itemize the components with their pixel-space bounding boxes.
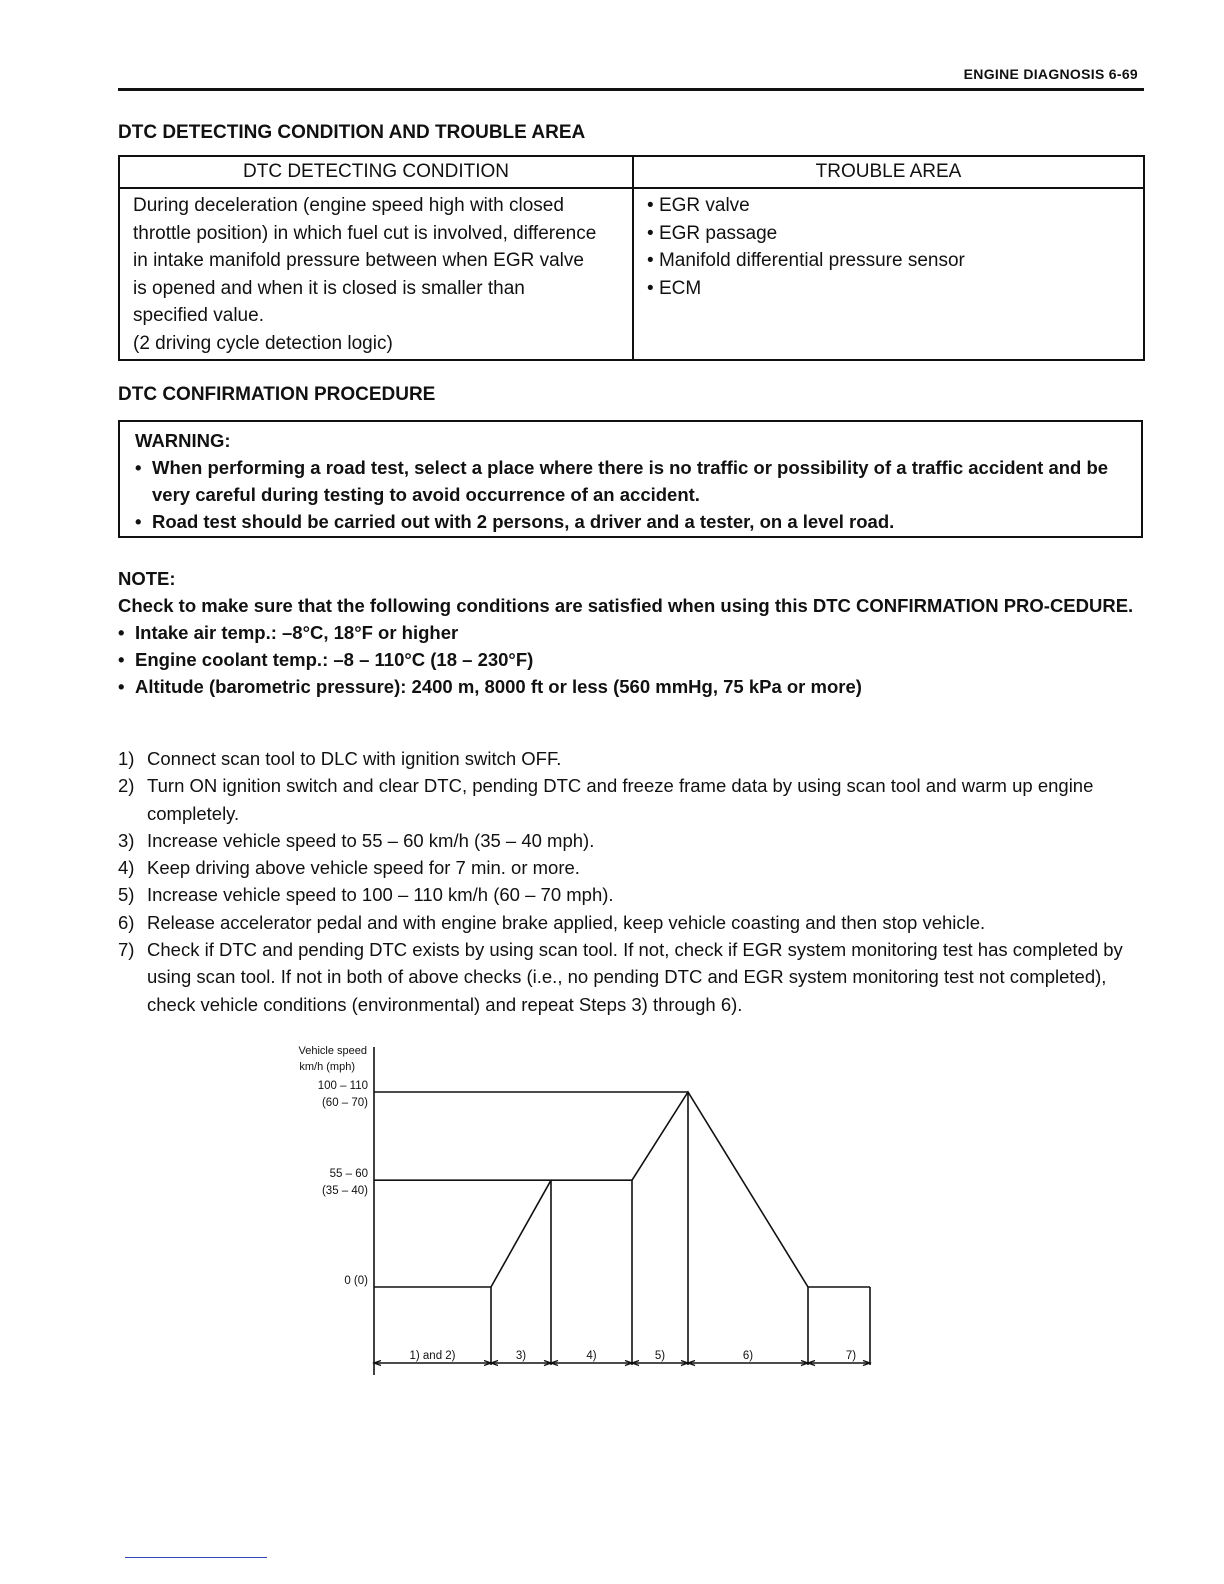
note-block bbox=[118, 565, 1148, 700]
y-tick-label: (35 – 40) bbox=[321, 1185, 368, 1198]
step-item: 2) Turn ON ignition switch and clear DTC, pending DTC and freeze frame data by using scan tool and warm up engine completely. bbox=[118, 775, 1094, 824]
trouble-item: • EGR passage bbox=[647, 222, 778, 244]
condition-line: (2 driving cycle detection logic) bbox=[133, 332, 393, 354]
warning-item: • Road test should be carried out with 2 persons, a driver and a tester, on a level road. bbox=[135, 508, 1133, 535]
y-tick-label: 55 – 60 bbox=[329, 1168, 368, 1181]
procedure-steps bbox=[118, 745, 1148, 1018]
step-item: 5) Increase vehicle speed to 100 – 110 km/h (60 – 70 mph). bbox=[118, 884, 614, 906]
condition-cell bbox=[119, 188, 633, 360]
warning-title: WARNING: bbox=[135, 430, 231, 451]
y-axis-unit: km/h (mph) bbox=[299, 1061, 355, 1073]
note-title: NOTE: bbox=[118, 568, 176, 589]
step-item: 1) Connect scan tool to DLC with ignition switch OFF. bbox=[118, 748, 562, 769]
y-tick-label: 100 – 110 bbox=[317, 1080, 368, 1092]
condition-line: specified value. bbox=[133, 305, 264, 326]
speed-profile-line bbox=[374, 1092, 870, 1287]
condition-line: throttle position) in which fuel cut is involved, difference bbox=[133, 222, 597, 244]
trouble-item: • ECM bbox=[647, 277, 702, 299]
header-text: ENGINE DIAGNOSIS 6-69 bbox=[963, 66, 1138, 82]
condition-line: in intake manifold pressure between when EGR valve bbox=[133, 250, 584, 271]
condition-line: During deceleration (engine speed high with closed bbox=[133, 195, 564, 216]
note-item: • Altitude (barometric pressure): 2400 m, 8000 ft or less (560 mmHg, 75 kPa or more) bbox=[118, 673, 1148, 700]
phase-label: 4) bbox=[586, 1350, 597, 1362]
phase-label: 7) bbox=[845, 1350, 857, 1362]
step-item: 4) Keep driving above vehicle speed for 7 min. or more. bbox=[118, 857, 580, 879]
phase-label: 6) bbox=[742, 1350, 754, 1362]
footer-line bbox=[125, 1557, 267, 1558]
phase-label: 5) bbox=[654, 1350, 666, 1362]
dtc-table bbox=[118, 155, 1145, 361]
step-item: 7) Check if DTC and pending DTC exists by using scan tool. If not, check if EGR system monitoring test has completed by using scan tool. If not in both of above checks (i.e., no pending DTC and EGR system monitoring test not completed), check vehicle conditions (environmental) and repeat Steps 3) through 6). bbox=[118, 939, 1123, 1015]
trouble-item: • EGR valve bbox=[647, 195, 750, 216]
col-header-condition: DTC DETECTING CONDITION bbox=[119, 156, 633, 188]
vehicle-speed-chart bbox=[270, 1035, 890, 1380]
col-header-trouble: TROUBLE AREA bbox=[633, 156, 1144, 188]
phase-label: 1) and 2) bbox=[409, 1350, 456, 1362]
note-intro: Check to make sure that the following conditions are satisfied when using this DTC CONFIRMATION PRO-CEDURE. bbox=[118, 595, 1134, 616]
trouble-item: • Manifold differential pressure sensor bbox=[647, 250, 965, 271]
phase-label: 3) bbox=[515, 1350, 527, 1362]
y-tick-label: 0 (0) bbox=[344, 1275, 368, 1287]
y-axis-label: Vehicle speed bbox=[298, 1045, 367, 1057]
note-item: • Engine coolant temp.: –8 – 110°C (18 – 230°F) bbox=[118, 646, 1148, 673]
step-item: 3) Increase vehicle speed to 55 – 60 km/h (35 – 40 mph). bbox=[118, 829, 595, 851]
warning-item: • When performing a road test, select a place where there is no traffic or possibility of a traffic accident and be very careful during testing to avoid occurrence of an accident. bbox=[135, 454, 1133, 508]
section-title-confirmation: DTC CONFIRMATION PROCEDURE bbox=[118, 384, 436, 405]
y-tick-label: (60 – 70) bbox=[321, 1097, 368, 1109]
note-item: • Intake air temp.: –8°C, 18°F or higher bbox=[118, 619, 1148, 646]
condition-line: is opened and when it is closed is smaller than bbox=[133, 277, 525, 299]
step-item: 6) Release accelerator pedal and with engine brake applied, keep vehicle coasting and then stop vehicle. bbox=[118, 911, 986, 933]
trouble-cell bbox=[633, 188, 1144, 360]
warning-box bbox=[118, 420, 1143, 538]
page-header bbox=[118, 64, 1144, 91]
section-title-detecting: DTC DETECTING CONDITION AND TROUBLE AREA bbox=[118, 122, 586, 143]
